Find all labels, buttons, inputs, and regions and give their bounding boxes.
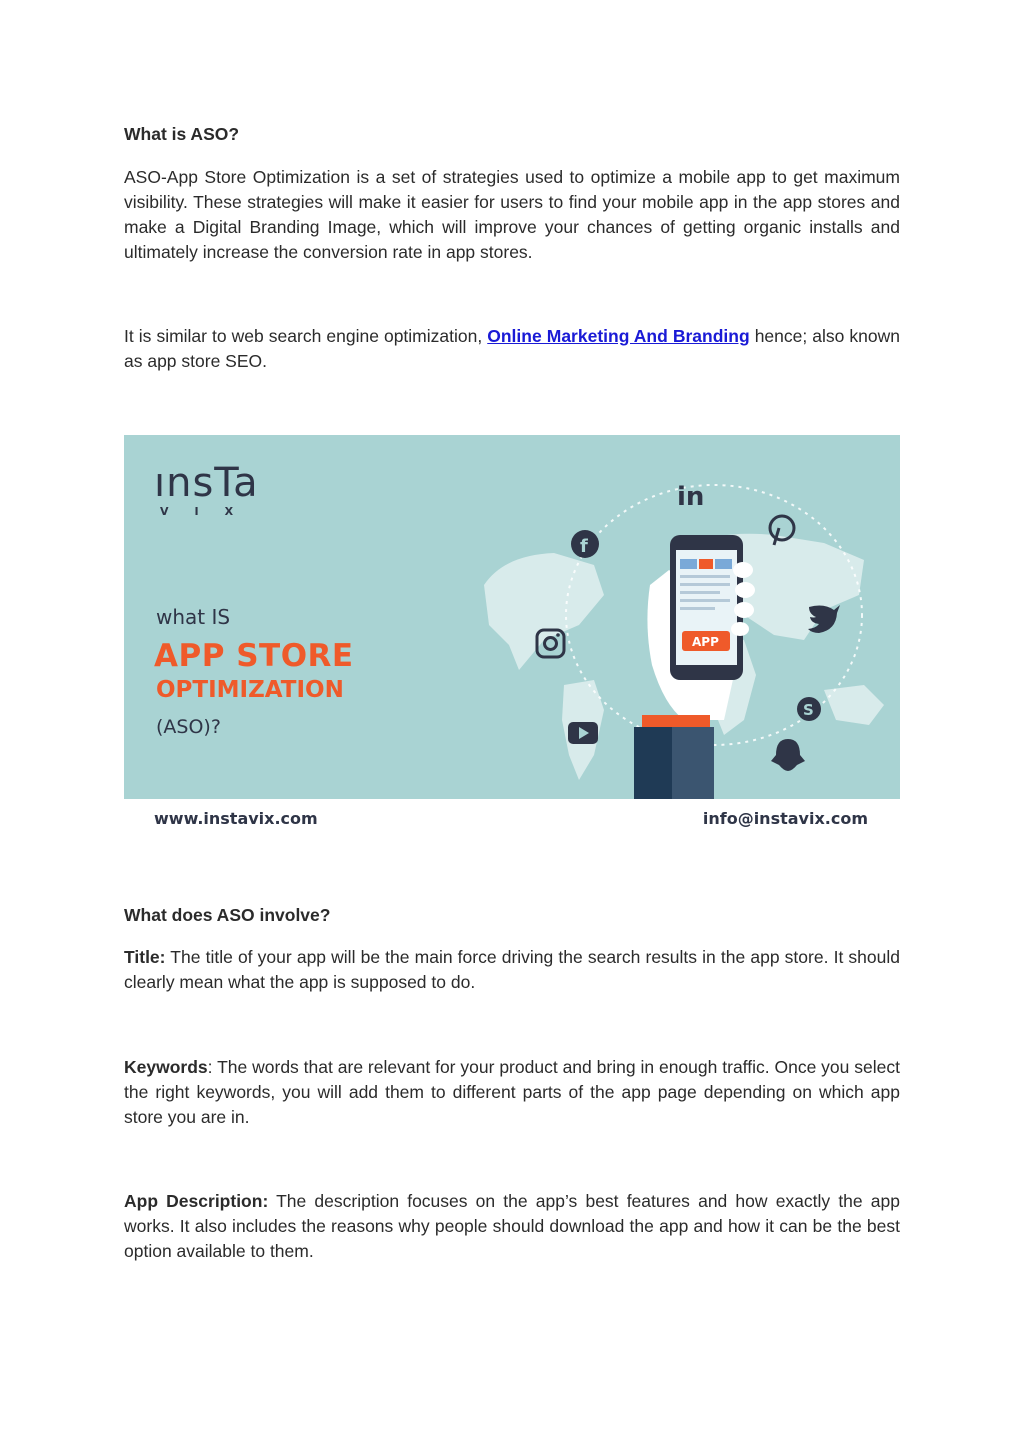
section-heading-what-does-aso-involve: What does ASO involve? <box>124 905 331 925</box>
online-marketing-link[interactable]: Online Marketing And Branding <box>487 326 750 346</box>
logo-subtitle: VIX <box>160 505 260 518</box>
aso-definition-paragraph: ASO-App Store Optimization is a set of strategies used to optimize a mobile app to get maximum visibility. These strategies will make it easier for users to find your mobile app in the app stores and make a Digital Branding Image, which will improve your chances of getting organic installs and ultimately increase the conversion rate in app stores. <box>124 167 900 262</box>
section-heading-what-is-aso: What is ASO? <box>124 124 240 144</box>
banner-what-is: what IS <box>156 605 231 629</box>
app-description-paragraph <box>124 1189 900 1264</box>
twitter-icon <box>808 605 840 633</box>
keywords-text: : The words that are relevant for your product and bring in enough traffic. Once you select the right keywords, you will add them to different parts of the app page depending on which app store you are in. <box>124 1057 900 1127</box>
similar-seo-paragraph <box>124 324 900 374</box>
aso-banner-image <box>124 435 900 799</box>
title-label: Title: <box>124 947 166 967</box>
skype-icon <box>797 697 821 721</box>
app-description-text: The description focuses on the app’s best features and how exactly the app works. It also includes the reasons why people should download the app and how it can be the best option available to them. <box>124 1191 900 1261</box>
similar-text-pre: It is similar to web search engine optimization, <box>124 326 488 346</box>
instavix-logo <box>154 460 260 518</box>
keywords-label: Keywords <box>124 1057 208 1077</box>
banner-optimization: OPTIMIZATION <box>156 677 344 703</box>
banner-footer <box>124 800 900 840</box>
svg-text:in: in <box>677 482 705 512</box>
svg-text:f: f <box>580 536 588 557</box>
title-paragraph <box>124 945 900 995</box>
app-description-label: App Description: <box>124 1191 269 1211</box>
youtube-icon <box>568 722 598 744</box>
app-button-label: APP <box>692 635 719 649</box>
title-text: The title of your app will be the main force driving the search results in the app store. It should clearly mean what the app is supposed to do. <box>124 947 900 992</box>
hand-with-phone <box>634 535 755 799</box>
banner-aso: (ASO)? <box>156 716 221 738</box>
banner-app-store: APP STORE <box>154 638 354 674</box>
banner-email: info@instavix.com <box>702 809 868 828</box>
logo-wordmark: ınsTa <box>154 460 259 506</box>
similar-text-post: hence; also known as app store SEO. <box>124 326 901 371</box>
svg-text:S: S <box>803 701 814 719</box>
banner-website: www.instavix.com <box>154 809 318 828</box>
facebook-icon <box>571 530 599 558</box>
keywords-paragraph <box>124 1055 900 1130</box>
linkedin-icon <box>677 482 704 512</box>
snapchat-icon <box>771 739 805 771</box>
